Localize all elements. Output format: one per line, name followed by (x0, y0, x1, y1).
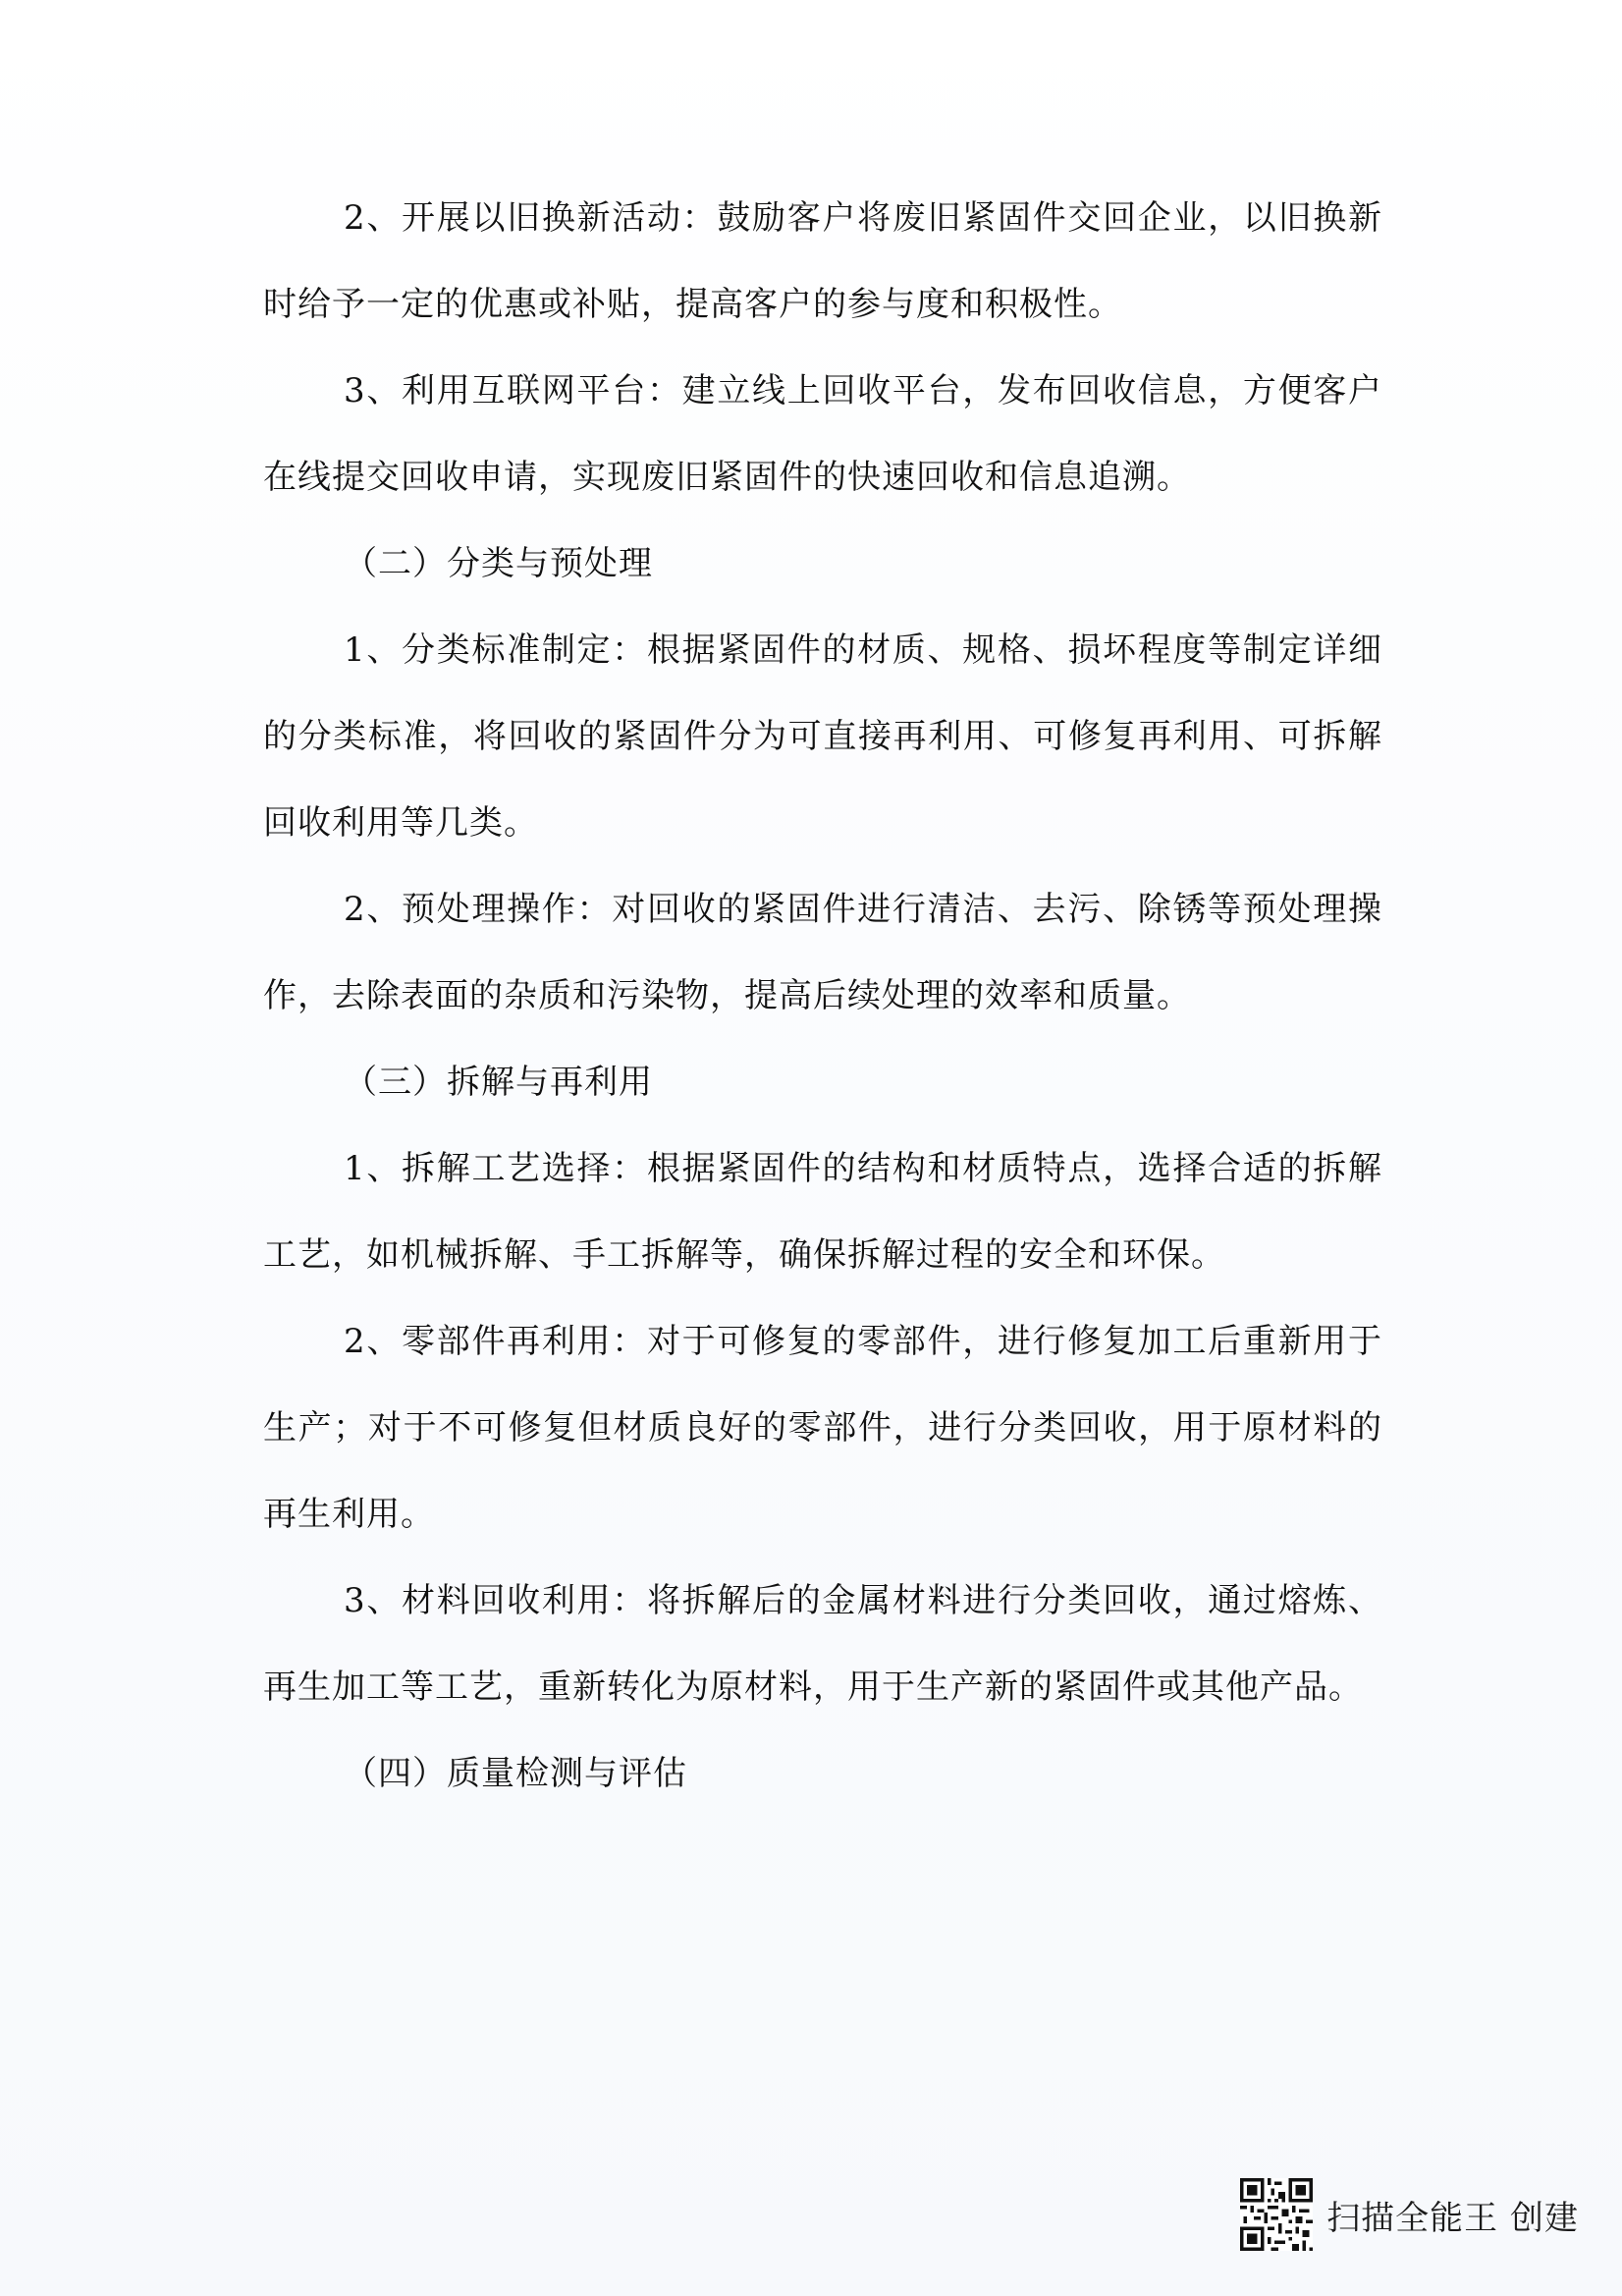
section-heading-quality: （四）质量检测与评估 (344, 1754, 687, 1793)
paragraph-internet-platform: 3、利用互联网平台：建立线上回收平台，发布回收信息，方便客户在线提交回收申请，实现废旧紧固件的快速回收和信息追溯。 (263, 371, 1382, 497)
document-body (263, 175, 1382, 1817)
qr-code-icon (1240, 2178, 1313, 2251)
paragraph-material-recycling: 3、材料回收利用：将拆解后的金属材料进行分类回收，通过熔炼、再生加工等工艺，重新转化为原材料，用于生产新的紧固件或其他产品。 (263, 1581, 1382, 1707)
section-heading-classification: （二）分类与预处理 (344, 544, 653, 583)
paragraph-parts-reuse: 2、零部件再利用：对于可修复的零部件，进行修复加工后重新用于生产；对于不可修复但材质良好的零部件，进行分类回收，用于原材料的再生利用。 (263, 1322, 1382, 1534)
watermark-text: 扫描全能王 创建 (1326, 2198, 1579, 2238)
paragraph-disassembly-process: 1、拆解工艺选择：根据紧固件的结构和材质特点，选择合适的拆解工艺，如机械拆解、手工拆解等，确保拆解过程的安全和环保。 (263, 1149, 1382, 1275)
paragraph-classification-standard: 1、分类标准制定：根据紧固件的材质、规格、损坏程度等制定详细的分类标准，将回收的紧固件分为可直接再利用、可修复再利用、可拆解回收利用等几类。 (263, 630, 1382, 843)
paragraph-pretreatment: 2、预处理操作：对回收的紧固件进行清洁、去污、除锈等预处理操作，去除表面的杂质和污染物，提高后续处理的效率和质量。 (263, 890, 1382, 1015)
scanner-watermark (1240, 2178, 1579, 2251)
section-heading-disassembly: （三）拆解与再利用 (344, 1063, 653, 1102)
paragraph-trade-in: 2、开展以旧换新活动：鼓励客户将废旧紧固件交回企业，以旧换新时给予一定的优惠或补贴，提高客户的参与度和积极性。 (263, 198, 1382, 324)
